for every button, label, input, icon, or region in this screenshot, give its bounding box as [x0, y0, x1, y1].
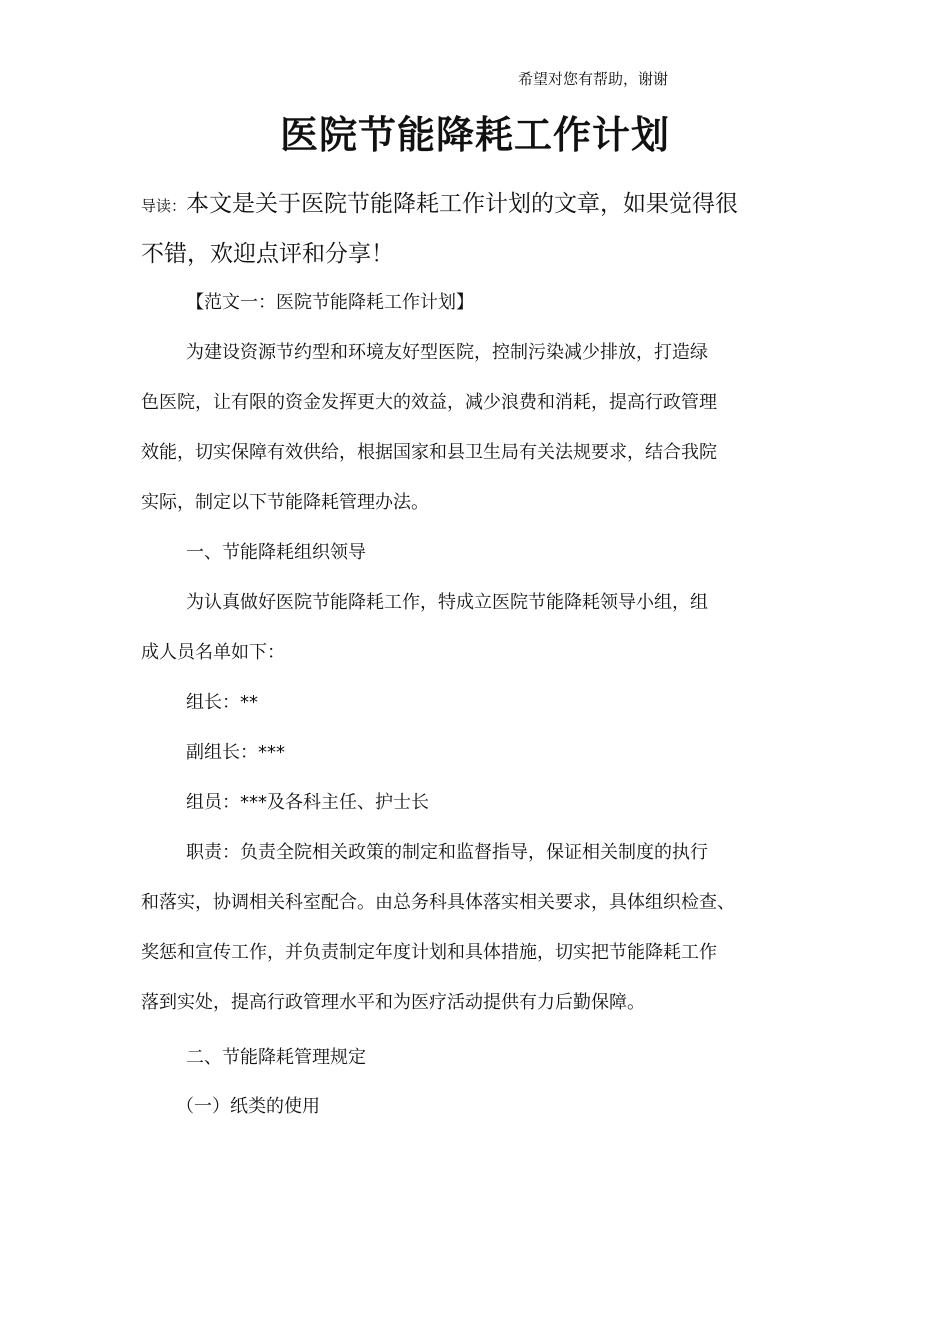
body-line: 色医院，让有限的资金发挥更大的效益，减少浪费和消耗，提高行政管理 — [141, 392, 717, 413]
intro-paragraph — [141, 180, 821, 278]
body-line: 效能，切实保障有效供给，根据国家和县卫生局有关法规要求，结合我院 — [141, 442, 717, 463]
header-note: 希望对您有帮助，谢谢 — [518, 70, 669, 88]
body-line: 和落实，协调相关科室配合。由总务科具体落实相关要求，具体组织检查、 — [141, 892, 735, 913]
member-group: 组员：***及各科主任、护士长 — [186, 792, 429, 813]
section-heading-2: 二、节能降耗管理规定 — [186, 1047, 366, 1068]
body-line: 落到实处，提高行政管理水平和为医疗活动提供有力后勤保障。 — [141, 992, 645, 1013]
section-heading-1: 一、节能降耗组织领导 — [186, 542, 366, 563]
document-title: 医院节能降耗工作计划 — [279, 113, 670, 157]
body-line: 成人员名单如下： — [141, 642, 285, 663]
body-line: 实际，制定以下节能降耗管理办法。 — [141, 492, 429, 513]
body-line: 职责：负责全院相关政策的制定和监督指导，保证相关制度的执行 — [186, 842, 708, 863]
subsection-heading: （一）纸类的使用 — [176, 1096, 320, 1117]
body-line: 为认真做好医院节能降耗工作，特成立医院节能降耗领导小组，组 — [186, 592, 708, 613]
sample-heading: 【范文一：医院节能降耗工作计划】 — [186, 292, 474, 313]
intro-text: 本文是关于医院节能降耗工作计划的文章，如果觉得很 — [186, 191, 739, 217]
intro-line-2: 不错，欢迎点评和分享！ — [141, 241, 394, 267]
member-leader: 组长：** — [186, 692, 258, 713]
member-deputy: 副组长：*** — [186, 742, 285, 763]
intro-line-1 — [141, 180, 821, 230]
body-line: 奖惩和宣传工作，并负责制定年度计划和具体措施，切实把节能降耗工作 — [141, 942, 717, 963]
intro-label: 导读： — [141, 197, 187, 215]
body-line: 为建设资源节约型和环境友好型医院，控制污染减少排放，打造绿 — [186, 342, 708, 363]
